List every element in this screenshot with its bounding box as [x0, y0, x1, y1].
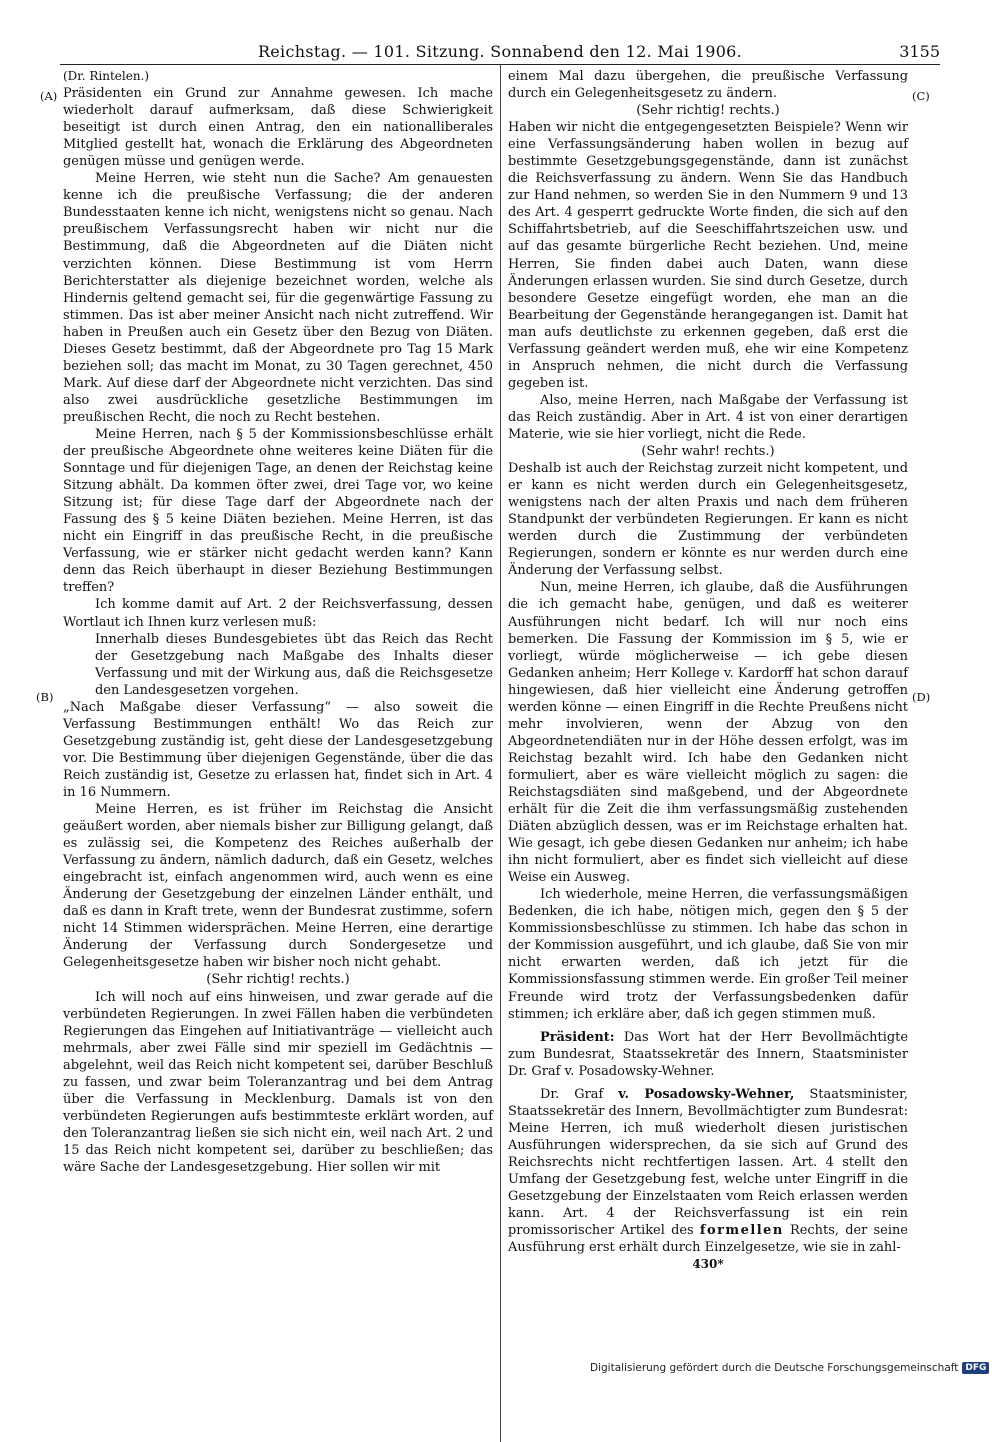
speaker-text-end: Rechts, der seine Ausführung erst erhält durch Einzelgesetze, wie sie in zahl- — [508, 1223, 908, 1256]
column-divider — [500, 64, 501, 1442]
margin-mark-b: (B) — [36, 690, 54, 704]
speaker-statement — [508, 1086, 908, 1256]
margin-mark-d: (D) — [912, 690, 931, 704]
paragraph: Meine Herren, wie steht nun die Sache? Am genauesten kenne ich die preußische Verfassung; die der anderen Bundesstaaten kenne ich nicht, wenigstens nicht so genau. Nach preußischem Verfassungsrecht haben wir nicht nur die Bestimmung, daß die Abgeordneten auf die Diäten nicht verzichten können. Diese Bestimmung ist vom Herrn Berichterstatter als diejenige bezeichnet worden, welche als Hindernis geltend gemacht sei, für die gegenwärtige Fassung zu stimmen. Das ist aber meiner Ansicht nach nicht zutreffend. Wir haben in Preußen auch ein Gesetz über den Bezug von Diäten. Dieses Gesetz bestimmt, daß der Abgeordnete pro Tag 15 Mark beziehen soll; das macht im Monat, zu 30 Tagen gerechnet, 450 Mark. Auf diese darf der Abgeordnete nicht verzichten. Das sind also zwei ausdrückliche gesetzliche Bestimmungen im preußischen Recht, die noch zu Recht bestehen. — [63, 171, 493, 425]
paragraph: Meine Herren, nach § 5 der Kommissionsbeschlüsse erhält der preußische Abgeordnete ohne weiteres keine Diäten für die Sonntage und für diejenigen Tage, an denen der Reichstag keine Sitzung abhält. Da kommen öfter zwei, drei Tage vor, wo keine Sitzung ist; für diese Tage darf der Abgeordnete nach der Fassung des § 5 keine Diäten beziehen. Meine Herren, ist das nicht ein Eingriff in das preußische Recht, in die preußische Verfassung, wie er stärker nicht gedacht werden kann? Kann denn das Reich überhaupt in dieser Beziehung Bestimmungen treffen? — [63, 426, 493, 596]
interjection: (Sehr richtig! rechts.) — [636, 103, 780, 119]
president-text: Das Wort hat der Herr Bevollmächtigte zum Bundesrat, Staatssekretär des Innern, Staatsminister Dr. Graf v. Posadowsky-Wehner. — [508, 1029, 908, 1079]
sheet-signature: 430* — [692, 1257, 724, 1272]
speaker-name: v. Posadowsky-Wehner, — [618, 1086, 795, 1102]
emphasized-word: formellen — [699, 1223, 784, 1239]
running-head-title: Reichstag. — 101. Sitzung. Sonnabend den 12. Mai 1906. — [257, 42, 743, 61]
left-column — [63, 68, 493, 1176]
paragraph: Nun, meine Herren, ich glaube, daß die Ausführungen die ich gemacht habe, genügen, und daß es weiterer Ausführungen nicht bedarf. Ich will nur noch eins bemerken. Die Fassung der Kommission im § 5, wie er vorliegt, würde möglicherweise — ich gebe diesen Gedanken anheim; Herr Kollege v. Kardorff hat schon darauf hingewiesen, daß hier vielleicht eine Änderung getroffen werden könne — einen Eingriff in die Rechte Preußens nicht mehr involvieren, wenn der Abzug von den Abgeordnetendiäten nur in der Höhe dessen erfolgt, was im Reichstag bezahlt wird. Ich habe den Gedanken nicht formuliert, aber es wäre vielleicht möglich zu sagen: die Reichstagsdiäten sind maßgebend, und der Abgeordnete erhält für die Zeit die ihm verfassungsmäßig zustehenden Diäten abzüglich dessen, was er im Reichstage erhalten hat. Wie gesagt, ich gebe diesen Gedanken nur anheim; ich habe ihn nicht formuliert, aber es findet sich vielleicht auf diese Weise ein Ausweg. — [508, 580, 908, 886]
president-label: Präsident: — [540, 1029, 615, 1045]
quotation: Innerhalb dieses Bundesgebietes übt das Reich das Recht der Gesetzgebung nach Maßgabe des Inhalts dieser Verfassung und mit der Wirkung aus, daß die Reichsgesetze den Landesgesetzen vorgehen. — [95, 631, 493, 698]
paragraph: Ich komme damit auf Art. 2 der Reichsverfassung, dessen Wortlaut ich Ihnen kurz verlesen muß: — [63, 597, 493, 630]
paragraph: Also, meine Herren, nach Maßgabe der Verfassung ist das Reich zuständig. Aber in Art. 4 ist von einer derartigen Materie, wie sie hier vorliegt, nicht die Rede. — [508, 392, 908, 442]
paragraph: Deshalb ist auch der Reichstag zurzeit nicht kompetent, und er kann es nicht werden durch ein Gelegenheitsgesetz, wenigstens nach der alten Praxis und nach dem früheren Standpunkt der verbündeten Regierungen. Er kann es nicht werden durch die Zustimmung der verbündeten Regierungen, sondern er könnte es nur werden durch eine Änderung der Verfassung selbst. — [508, 461, 908, 579]
paragraph: „Nach Maßgabe dieser Verfassung“ — also soweit die Verfassung Bestimmungen enthält! Wo das Reich zur Gesetzgebung zuständig ist, geht diese der Landesgesetzgebung vor. Die Bestimmung über diejenigen Gegenstände, über die das Reich zuständig ist, Gesetze zu erlassen hat, findet sich in Art. 4 in 16 Nummern. — [63, 699, 493, 800]
president-statement — [508, 1029, 908, 1080]
paragraph: Meine Herren, es ist früher im Reichstag die Ansicht geäußert worden, aber niemals bisher zur Billigung gelangt, daß es zulässig sei, die Kompetenz des Reiches außerhalb der Verfassung zu ändern, nämlich dadurch, daß ein Gesetz, welches eingebracht ist, einfach angenommen wird, auch wenn es eine Änderung der Gesetzgebung der einzelnen Länder enthält, und daß es dann in Kraft trete, wenn der Bundesrat zustimme, sofern nicht 14 Stimmen widersprächen. Meine Herren, eine derartige Änderung der Verfassung durch Sondergesetze und Gelegenheitsgesetze haben wir bisher noch nicht gehabt. — [63, 802, 493, 971]
interjection: (Sehr wahr! rechts.) — [641, 444, 775, 460]
page-number: 3155 — [899, 42, 940, 61]
paragraph: Ich wiederhole, meine Herren, die verfassungsmäßigen Bedenken, die ich habe, nötigen mich, gegen den § 5 der Kommissionsbeschlüsse zu stimmen. Ich habe das schon in der Kommission ausgeführt, und ich glaube, daß Sie von mir nicht erwarten werden, daß ich jetzt für die Kommissionsfassung stimmen werde. Ein großer Teil meiner Freunde wird trotz der Verfassungsbedenken dafür stimmen; ich erkläre aber, daß ich gegen stimmen muß. — [508, 887, 908, 1022]
running-header — [60, 40, 940, 65]
margin-mark-c: (C) — [912, 89, 930, 103]
paragraph: Ich will noch auf eins hinweisen, und zwar gerade auf die verbündeten Regierungen. In zwei Fällen haben die verbündeten Regierungen das Eingehen auf Initiativanträge — vielleicht auch mehrmals, aber zwei Fälle sind mir speziell im Gedächtnis — abgelehnt, weil das Reich nicht kompetent sei, darüber Beschluß zu fassen, und zwar beim Toleranzantrag und bei dem Antrag über die Verfassung in Mecklenburg. Damals ist von den verbündeten Regierungen aufs bestimmteste erklärt worden, auf den Toleranzantrag ließen sie sich nicht ein, weil nach Art. 2 und 15 das Reich nicht kompetent sei, darüber zu beschließen; das wäre Sache der Landesgesetzgebung. Hier sollen wir mit — [63, 989, 493, 1175]
speaker-prefix: Dr. Graf — [540, 1086, 604, 1102]
paragraph: einem Mal dazu übergehen, die preußische Verfassung durch ein Gelegenheitsgesetz zu ändern. — [508, 69, 908, 102]
interjection: (Sehr richtig! rechts.) — [206, 972, 350, 988]
speaker-tag: (Dr. Rintelen.) — [63, 69, 150, 83]
footer — [590, 1362, 989, 1374]
dfg-logo: DFG — [962, 1362, 989, 1374]
margin-mark-a: (A) — [40, 89, 58, 103]
paragraph: Haben wir nicht die entgegengesetzten Beispiele? Wenn wir eine Verfassungsänderung haben wollen in bezug auf bestimmte Gesetzgebungsgegenstände, dann ist zunächst die Reichsverfassung zu ändern. Wenn Sie das Handbuch zur Hand nehmen, so werden Sie in den Nummern 9 und 13 des Art. 4 gesperrt gedruckte Worte finden, die sich auf den Schiffahrtsbetrieb, auf die Seeschiffahrtszeichen usw. und auf das gesamte bürgerliche Recht beziehen. Und, meine Herren, Sie finden dabei auch Daten, wann diese Änderungen erlassen wurden. Sie sind durch Gesetze, durch besondere Gesetze eingefügt worden, ehe man an die Bearbeitung der Gegenstände herangegangen ist. Damit hat man aufs deutlichste zu erkennen gegeben, daß erst die Verfassung geändert werden muß, ehe wir eine Kompetenz in Anspruch nehmen, die nicht durch die Verfassung gegeben ist. — [508, 120, 908, 391]
speaker-text: Staatsminister, Staatssekretär des Innern, Bevollmächtigter zum Bundesrat: Meine Herren, ich muß wiederholt diesen juristischen Ausführungen widersprechen, da sie sich auf Grund des Reichsrechts nicht rechtfertigen lassen. Art. 4 stellt den Umfang der Gesetzgebung fest, welche unter Eingriff in die Gesetzgebung der Einzelstaaten vom Reich erlassen werden kann. Art. 4 der Reichsverfassung ist ein rein promissorischer Artikel des — [508, 1086, 908, 1239]
right-column — [508, 68, 908, 1273]
footer-text: Digitalisierung gefördert durch die Deutsche Forschungsgemeinschaft — [590, 1362, 959, 1374]
paragraph: Präsidenten ein Grund zur Annahme gewesen. Ich mache wiederholt darauf aufmerksam, daß diese Schwierigkeit beseitigt ist durch einen Antrag, den ein nationalliberales Mitglied gestellt hat, wonach die Erklärung des Abgeordneten genügen müsse und genügen werde. — [63, 86, 493, 170]
